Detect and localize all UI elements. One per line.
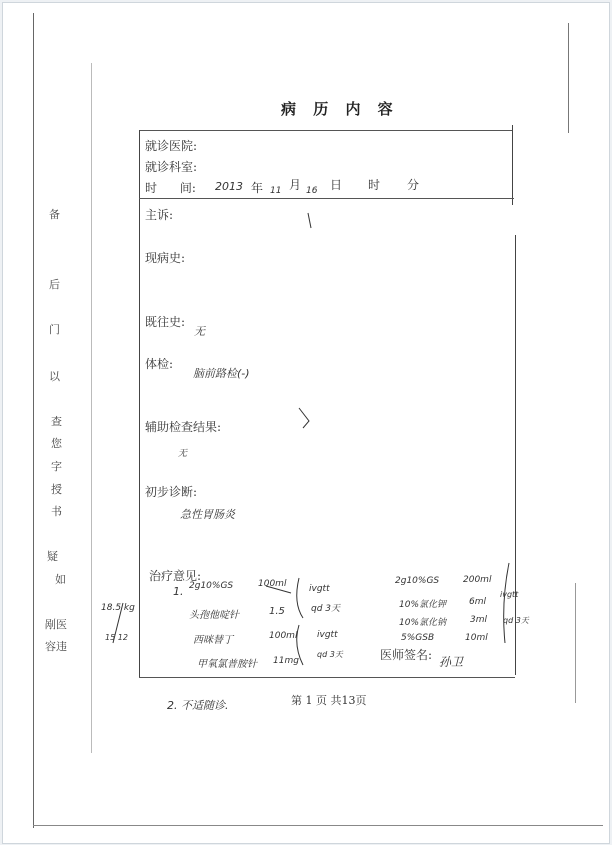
rx-drug: 2g10%GS <box>189 581 234 591</box>
year-value: 2013 <box>215 180 243 193</box>
hour-unit: 时 <box>368 178 381 192</box>
bracket-stroke <box>113 603 123 643</box>
doctor-signature: 孙卫 <box>439 655 464 669</box>
left-fragment: 疑 <box>47 550 58 563</box>
left-fragment: 查 <box>51 415 62 428</box>
left-fragment: 备 <box>49 208 60 221</box>
department-label: 就诊科室: <box>145 160 198 174</box>
rx-dose: 100ml <box>258 579 287 589</box>
physical-exam-label: 体检: <box>145 357 174 371</box>
page-title: 病 历 内 容 <box>281 100 399 118</box>
aux-exam-value: 无 <box>178 449 188 459</box>
rx-freq: qd 3天 <box>503 616 529 625</box>
left-fragment: 授 <box>51 483 62 496</box>
minute-unit: 分 <box>407 178 420 192</box>
treatment-item-number: 1. <box>173 585 184 598</box>
rx-drug: 甲氧氯普胺针 <box>197 659 257 670</box>
rx-dose: 11mg <box>273 656 299 666</box>
physical-exam-value: 脑前路检(-) <box>193 367 250 380</box>
rx-freq: ivgtt <box>309 584 330 594</box>
doctor-sign-label: 医师签名: <box>380 648 433 662</box>
document-page <box>2 2 610 844</box>
scribble-stroke <box>299 408 309 428</box>
bracket-stroke <box>504 563 509 643</box>
treatment-label: 治疗意见: <box>149 569 202 583</box>
month-value: 11 <box>270 186 282 196</box>
past-history-value: 无 <box>194 325 205 338</box>
rx-freq: qd 3天 <box>317 650 343 659</box>
rx-drug: 5%GSB <box>401 633 435 643</box>
rx-drug: 2g10%GS <box>395 576 440 586</box>
prelim-dx-value: 急性胃肠炎 <box>180 508 235 521</box>
left-fragment: 剐医 <box>45 618 67 631</box>
handwriting-strokes <box>3 3 609 843</box>
rx-dose: 6ml <box>469 597 486 607</box>
rx-freq: qd 3天 <box>311 604 341 614</box>
bracket-stroke <box>297 578 303 618</box>
page-footer: 第 1 页 共13页 <box>291 694 367 707</box>
scribble-stroke <box>266 586 291 593</box>
year-unit: 年 <box>251 181 264 195</box>
scribble-stroke <box>308 213 311 228</box>
margin-date-note: 15 12 <box>105 633 128 642</box>
rx-dose: 3ml <box>470 615 487 625</box>
left-fragment: 门 <box>49 323 60 336</box>
rx-freq: ivgtt <box>317 630 338 640</box>
rx-freq: ivgtt <box>500 590 519 599</box>
month-unit: 月 <box>289 178 302 192</box>
day-value: 16 <box>306 186 318 196</box>
rx-dose: 1.5 <box>269 606 285 617</box>
present-illness-label: 现病史: <box>145 251 186 265</box>
left-fragment: 您 <box>51 437 62 450</box>
past-history-label: 既往史: <box>145 315 186 329</box>
rx-dose: 10ml <box>465 633 488 643</box>
margin-weight-note: 18.5 kg <box>101 603 135 613</box>
left-fragment: 容违 <box>45 640 67 653</box>
rx-drug: 头孢他啶针 <box>189 610 239 621</box>
rx-drug: 10%氯化钠 <box>399 618 447 628</box>
chief-complaint-label: 主诉: <box>145 208 174 222</box>
rx-drug: 10%氯化钾 <box>399 600 447 610</box>
left-fragment: 以 <box>49 370 60 383</box>
rx-drug: 西咪替丁 <box>193 635 233 646</box>
rx-dose: 200ml <box>463 575 492 585</box>
left-fragment: 如 <box>55 573 66 586</box>
left-fragment: 后 <box>49 278 60 291</box>
treatment-item-2: 2. 不适随诊. <box>167 699 229 712</box>
prelim-dx-label: 初步诊断: <box>145 485 198 499</box>
bracket-stroke <box>297 625 303 665</box>
rx-dose: 100ml <box>269 631 298 641</box>
aux-exam-label: 辅助检查结果: <box>145 420 222 434</box>
left-fragment: 字 <box>51 460 62 473</box>
time-label: 时 间: <box>145 181 196 195</box>
day-unit: 日 <box>330 178 343 192</box>
left-fragment: 书 <box>51 505 62 518</box>
hospital-label: 就诊医院: <box>145 139 198 153</box>
